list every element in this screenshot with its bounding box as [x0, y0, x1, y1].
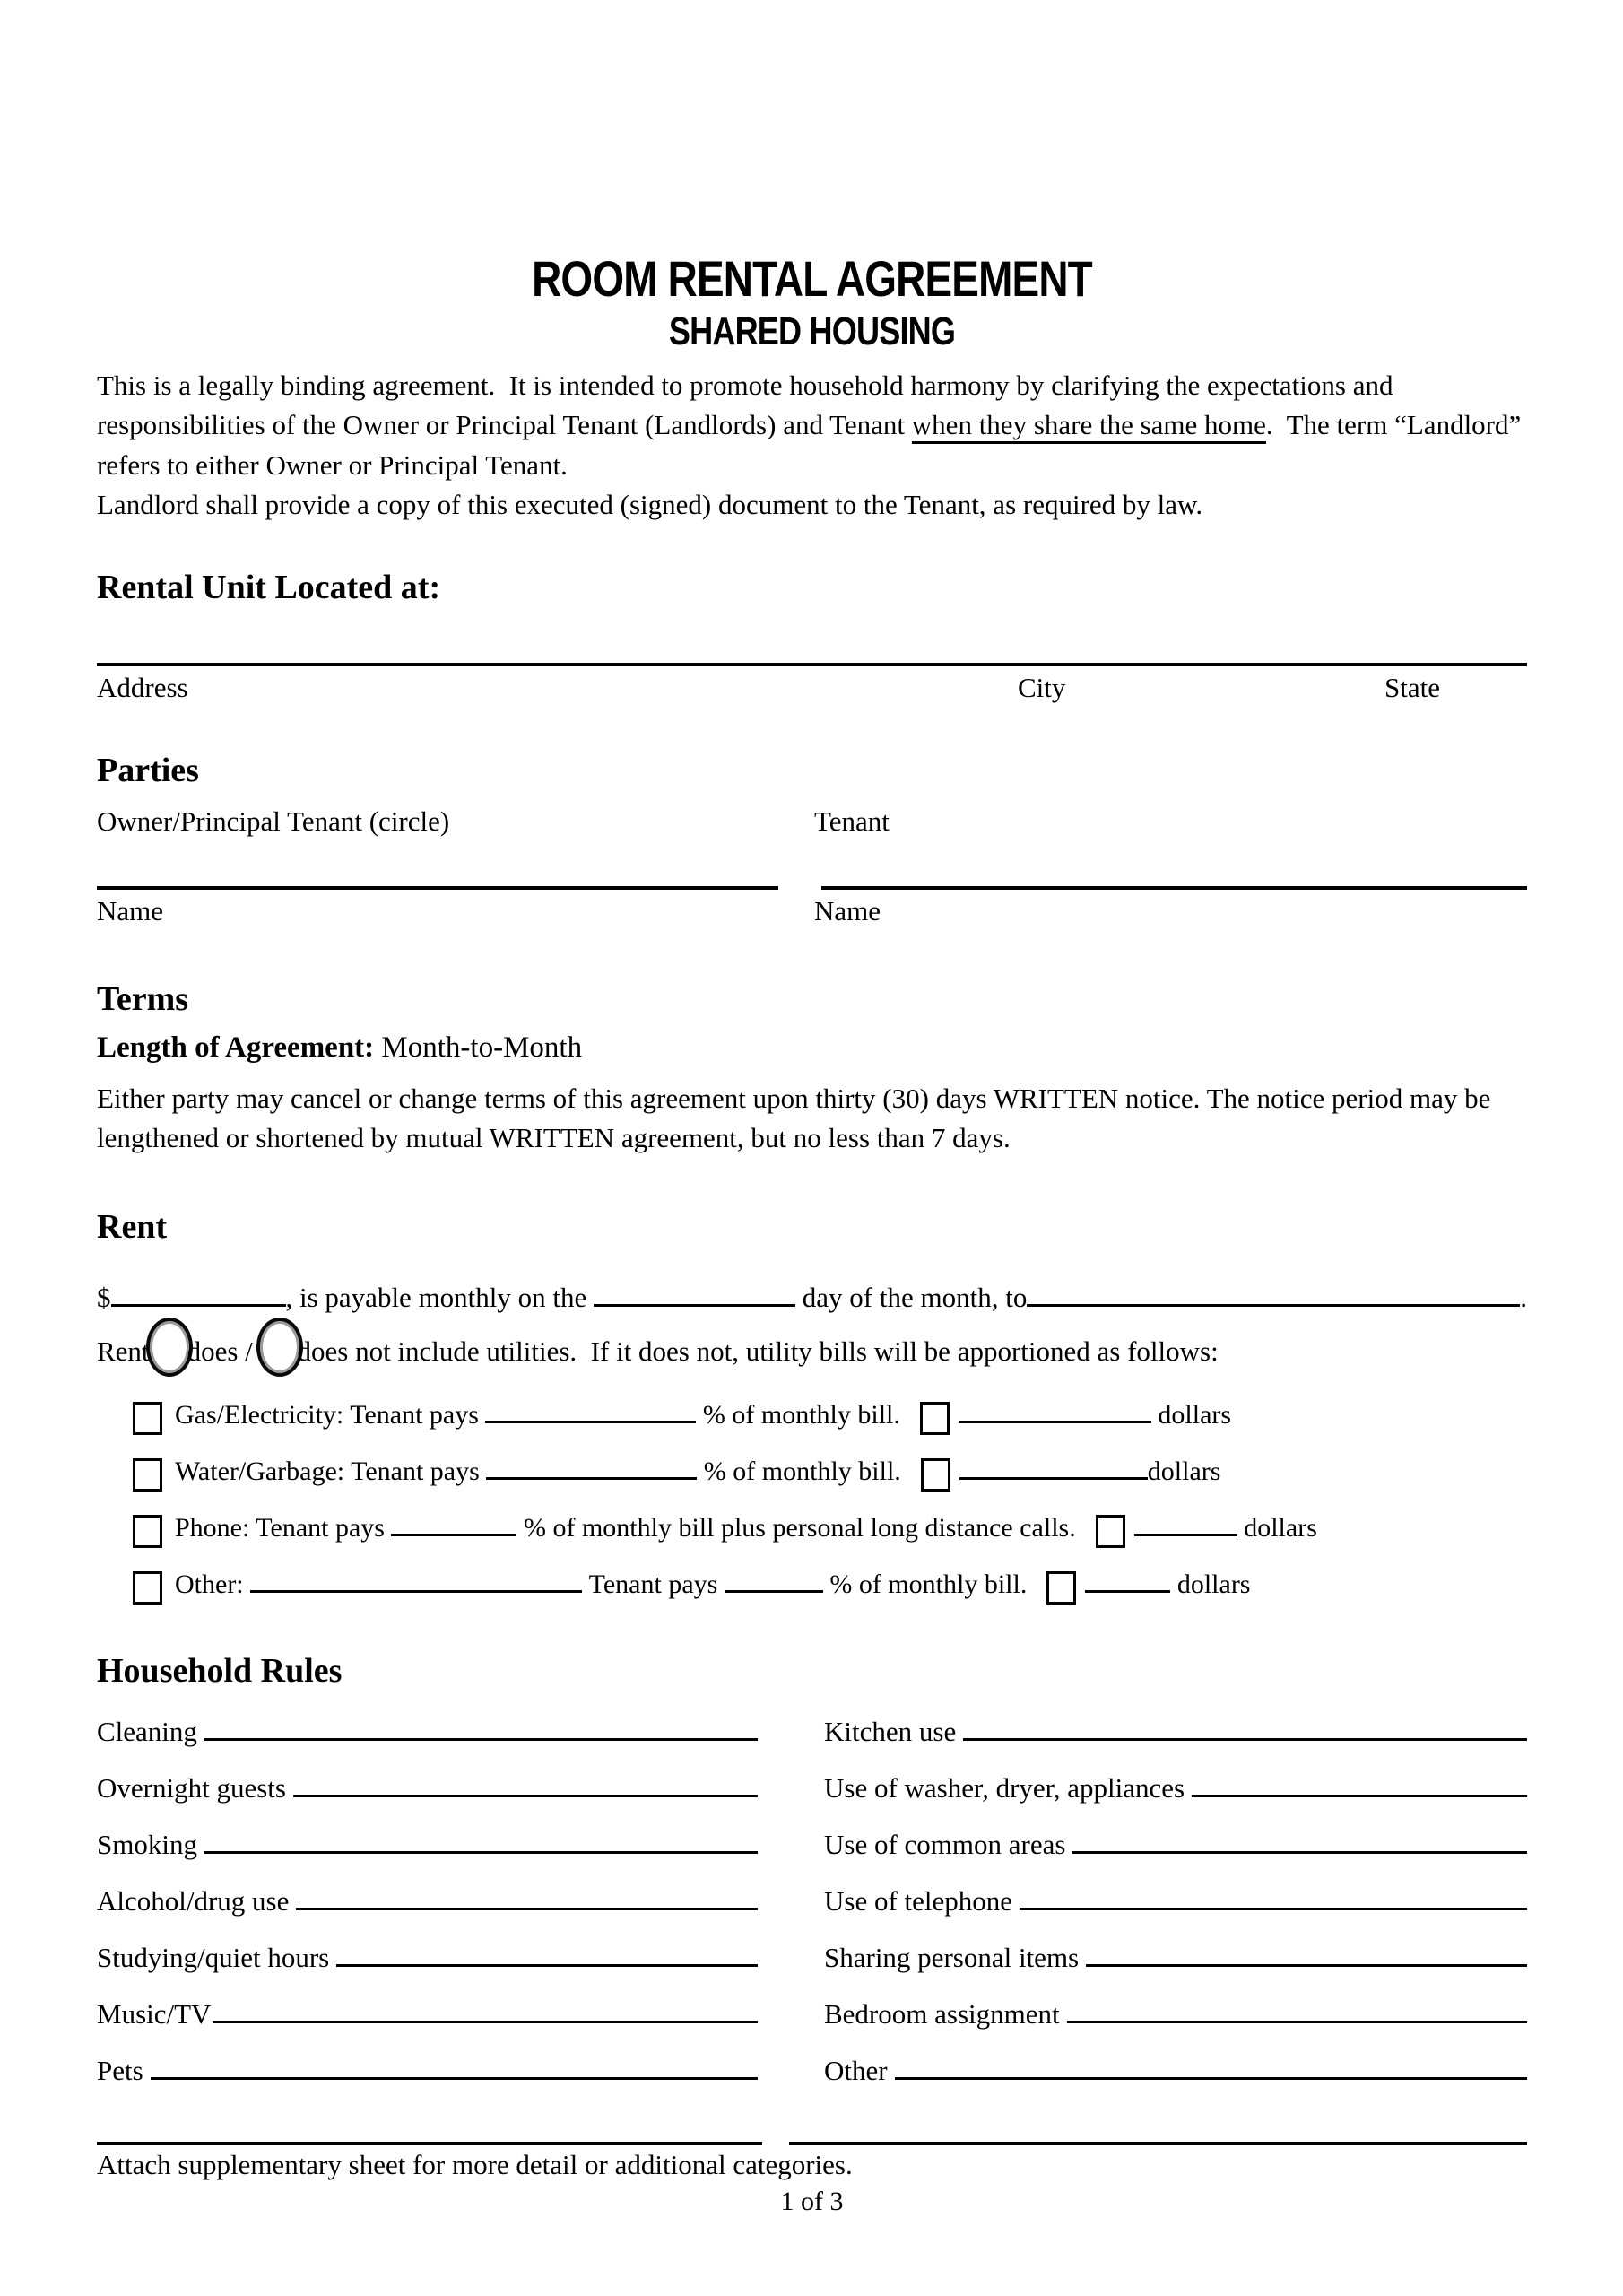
address-fill-line[interactable] [97, 663, 1527, 666]
common-areas-label: Use of common areas [824, 1828, 1066, 1860]
rent-line-text-1: , is payable monthly on the [285, 1282, 595, 1314]
tenant-name-fill-line[interactable] [821, 886, 1527, 890]
checkbox-water-garbage[interactable] [133, 1458, 162, 1492]
checkbox-gas-dollars[interactable] [920, 1402, 950, 1435]
checkbox-other[interactable] [133, 1571, 162, 1605]
other-description-blank[interactable] [250, 1588, 582, 1593]
city-label: City [1018, 671, 1066, 703]
rule-row-studying-quiet-hours [97, 1942, 758, 1998]
music-tv-label: Music/TV [97, 1997, 212, 2030]
rent-day-blank[interactable] [594, 1302, 795, 1307]
parties-labels-row [97, 805, 1527, 845]
rule-row-telephone [824, 1885, 1527, 1942]
studying-quiet-hours-blank[interactable] [336, 1962, 758, 1967]
rule-row-music-tv [97, 1998, 758, 2055]
rent-payee-blank[interactable] [1027, 1302, 1520, 1307]
name-fill-lines [97, 886, 1527, 890]
other-category-blank[interactable] [895, 2075, 1527, 2080]
rent-line-text-2: day of the month, to [795, 1282, 1028, 1314]
rule-row-bedroom-assignment [824, 1998, 1527, 2055]
rule-row-other-category [824, 2055, 1527, 2111]
intro-underlined-phrase: when they share the same home [912, 409, 1266, 444]
rent-word: Rent [97, 1335, 150, 1368]
pets-blank[interactable] [151, 2075, 758, 2080]
rental-unit-heading: Rental Unit Located at: [97, 569, 441, 607]
owner-name-fill-line[interactable] [97, 886, 778, 890]
phone-mid-text: % of monthly bill plus personal long distance calls. [516, 1513, 1076, 1544]
dollar-sign: $ [97, 1282, 111, 1314]
bedroom-assignment-blank[interactable] [1067, 2019, 1527, 2023]
water-dollars-blank[interactable] [959, 1475, 1148, 1480]
gas-dollars-blank[interactable] [959, 1419, 1151, 1423]
phone-dollars-blank[interactable] [1134, 1532, 1237, 1536]
intro-paragraph [97, 366, 1527, 525]
other-mid-text: % of monthly bill. [822, 1570, 1028, 1600]
utility-row-other [97, 1570, 1527, 1603]
sharing-personal-items-label: Sharing personal items [824, 1941, 1080, 1973]
tenant-name-label: Name [814, 895, 881, 927]
length-of-agreement-label: Length of Agreement: [97, 1031, 375, 1065]
rule-row-common-areas [824, 1829, 1527, 1885]
terms-paragraph: Either party may cancel or change terms of this agreement upon thirty (30) days WRITTEN notice. The notice period may be lengthened or shortened by mutual WRITTEN agreement, but no less than 7 days. [97, 1083, 1491, 1154]
rent-utilities-line [97, 1318, 1527, 1377]
gas-mid-text: % of monthly bill. [696, 1400, 900, 1431]
document-subtitle: SHARED HOUSING [668, 309, 956, 353]
alcohol-drug-use-label: Alcohol/drug use [97, 1884, 290, 1917]
alcohol-drug-use-blank[interactable] [296, 1906, 758, 1910]
phone-label: Phone: Tenant pays [175, 1513, 392, 1544]
other-label: Other: [175, 1570, 251, 1600]
rent-line-period: . [1520, 1282, 1527, 1314]
circle-does-not-option[interactable] [256, 1318, 303, 1377]
music-tv-blank[interactable] [213, 2019, 758, 2023]
terms-heading: Terms [97, 980, 189, 1019]
parties-heading: Parties [97, 751, 199, 789]
rent-amount-line [97, 1282, 1527, 1314]
rent-heading: Rent [97, 1207, 168, 1246]
phone-percent-blank[interactable] [391, 1532, 516, 1536]
other-category-label: Other [824, 2054, 888, 2086]
household-rules-heading: Household Rules [97, 1652, 343, 1691]
phone-dollars-label: dollars [1237, 1513, 1317, 1544]
bedroom-assignment-label: Bedroom assignment [824, 1997, 1060, 2030]
rent-amount-blank[interactable] [111, 1302, 286, 1307]
owner-principal-tenant-label: Owner/Principal Tenant (circle) [97, 805, 450, 838]
rule-row-smoking [97, 1829, 758, 1885]
gas-percent-blank[interactable] [485, 1419, 696, 1423]
does-slash-text: does / [187, 1335, 260, 1368]
kitchen-use-label: Kitchen use [824, 1715, 957, 1747]
utility-row-phone [97, 1513, 1527, 1546]
checkbox-phone[interactable] [133, 1515, 162, 1548]
supplementary-left-line[interactable] [97, 2142, 762, 2145]
supplementary-right-line[interactable] [789, 2142, 1527, 2145]
studying-quiet-hours-label: Studying/quiet hours [97, 1941, 330, 1973]
rule-row-kitchen-use [824, 1716, 1527, 1772]
gas-dollars-label: dollars [1150, 1400, 1232, 1431]
pets-label: Pets [97, 2054, 143, 2086]
water-garbage-label: Water/Garbage: Tenant pays [175, 1457, 487, 1487]
water-mid-text: % of monthly bill. [697, 1457, 901, 1487]
tenant-label: Tenant [814, 805, 890, 838]
page-number: 1 of 3 [780, 2186, 844, 2216]
checkbox-gas-electricity[interactable] [133, 1402, 162, 1435]
owner-name-label: Name [97, 895, 164, 927]
circle-does-option[interactable] [146, 1318, 193, 1377]
washer-dryer-appliances-blank[interactable] [1192, 1793, 1527, 1797]
address-labels-row [97, 672, 1527, 711]
household-rules-left-column [97, 1716, 758, 2111]
cleaning-label: Cleaning [97, 1715, 197, 1747]
intro-text-after: . The term “Landlord” refers to either Owner or Principal Tenant. [97, 409, 1529, 481]
gas-electricity-label: Gas/Electricity: Tenant pays [175, 1400, 486, 1431]
overnight-guests-label: Overnight guests [97, 1771, 286, 1804]
sharing-personal-items-blank[interactable] [1086, 1962, 1527, 1967]
washer-dryer-appliances-label: Use of washer, dryer, appliances [824, 1771, 1185, 1804]
rule-row-cleaning [97, 1716, 758, 1772]
intro-text-before: This is a legally binding agreement. It is intended to promote household harmony by clarifying the expectations and responsibilities of the Owner or Principal Tenant (Landlords) and Tenant [97, 369, 1401, 441]
other-tenant-pays-text: Tenant pays [582, 1570, 725, 1600]
household-rules-columns [97, 1716, 1527, 2111]
document-title: ROOM RENTAL AGREEMENT [532, 250, 1092, 307]
other-dollars-blank[interactable] [1085, 1588, 1170, 1593]
checkbox-phone-dollars[interactable] [1096, 1515, 1125, 1548]
water-percent-blank[interactable] [486, 1475, 697, 1480]
utility-row-gas-electricity [97, 1400, 1527, 1433]
utilities-apportioned-text: does not include utilities. If it does not, utility bills will be apportioned as follows: [297, 1335, 1219, 1368]
checkbox-other-dollars[interactable] [1046, 1571, 1076, 1605]
rule-row-alcohol-drug-use [97, 1885, 758, 1942]
supplementary-fill-lines [97, 2142, 1527, 2145]
supplementary-note: Attach supplementary sheet for more detail or additional categories. [97, 2148, 853, 2180]
kitchen-use-blank[interactable] [963, 1736, 1527, 1741]
smoking-blank[interactable] [204, 1849, 758, 1854]
other-dollars-label: dollars [1170, 1570, 1251, 1600]
common-areas-blank[interactable] [1072, 1849, 1527, 1854]
state-label: State [1384, 671, 1440, 703]
telephone-blank[interactable] [1020, 1906, 1527, 1910]
smoking-label: Smoking [97, 1828, 197, 1860]
rule-row-sharing-personal-items [824, 1942, 1527, 1998]
name-labels-row [97, 895, 1527, 935]
length-of-agreement-line [97, 1031, 1527, 1065]
rule-row-washer-dryer-appliances [824, 1772, 1527, 1829]
other-percent-blank[interactable] [725, 1588, 823, 1593]
household-rules-right-column [824, 1716, 1527, 2111]
water-dollars-label: dollars [1147, 1457, 1221, 1487]
rule-row-pets [97, 2055, 758, 2111]
length-of-agreement-value: Month-to-Month [374, 1031, 583, 1065]
utility-row-water-garbage [97, 1457, 1527, 1490]
telephone-label: Use of telephone [824, 1884, 1013, 1917]
cleaning-blank[interactable] [204, 1736, 758, 1741]
rule-row-overnight-guests [97, 1772, 758, 1829]
overnight-guests-blank[interactable] [293, 1793, 758, 1797]
intro-line2: Landlord shall provide a copy of this executed (signed) document to the Tenant, as required by law. [97, 488, 1203, 520]
checkbox-water-dollars[interactable] [921, 1458, 950, 1492]
address-label: Address [97, 671, 188, 703]
